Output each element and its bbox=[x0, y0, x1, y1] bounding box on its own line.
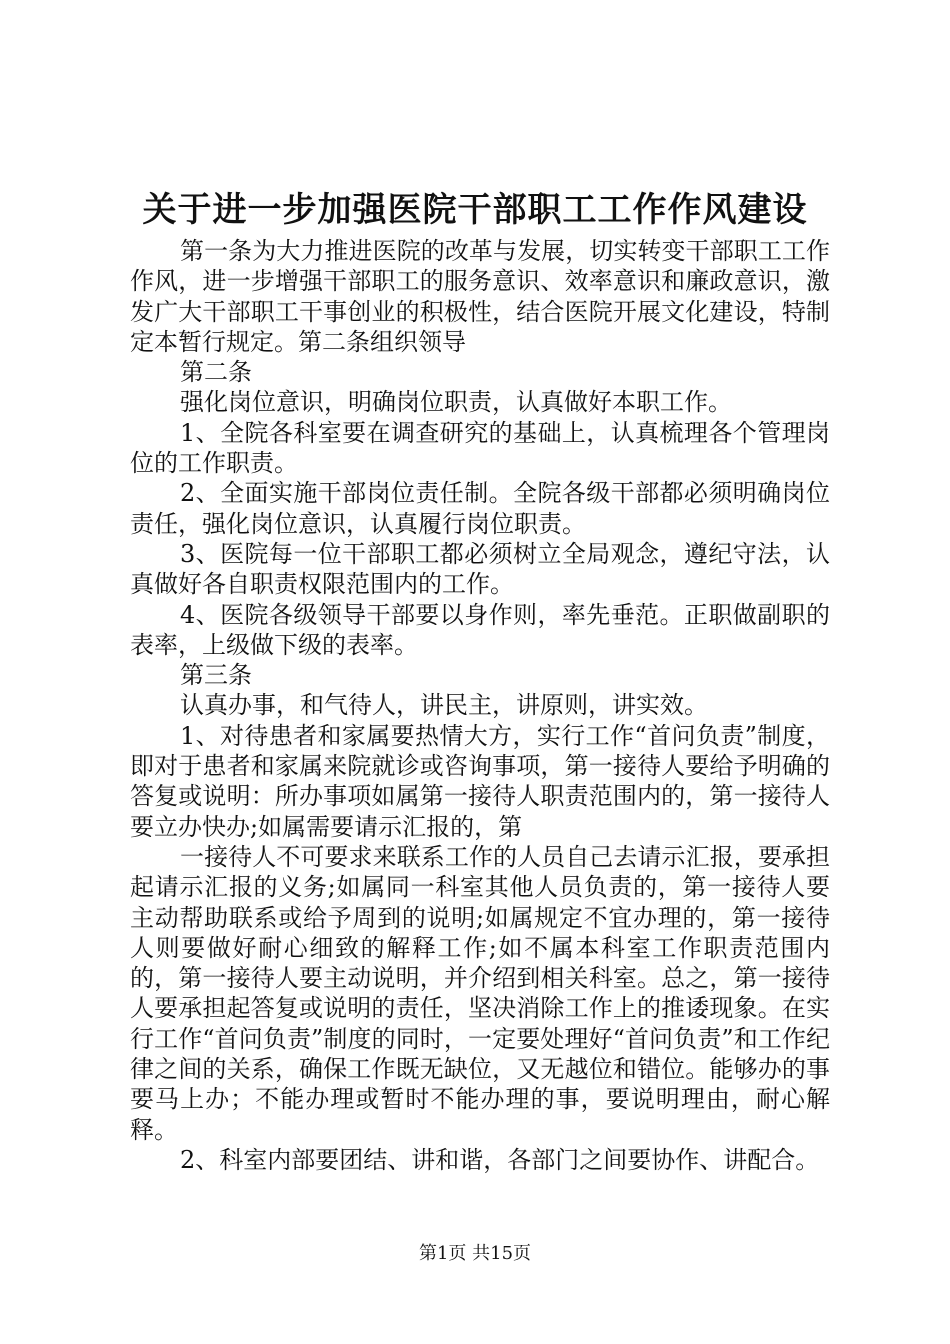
paragraph: 2、科室内部要团结、讲和谐，各部门之间要协作、讲配合。 bbox=[180, 1145, 820, 1174]
paragraph: 4、医院各级领导干部要以身作则，率先垂范。正职做副职的表率，上级做下级的表率。 bbox=[130, 600, 830, 659]
paragraph: 第一条为大力推进医院的改革与发展，切实转变干部职工工作作风，进一步增强干部职工的服务意识、效率意识和廉政意识，激发广大干部职工干事创业的积极性，结合医院开展文化建设，特制定本暂行规定。第二条组织领导 bbox=[130, 237, 830, 356]
paragraph: 3、医院每一位干部职工都必须树立全局观念，遵纪守法，认真做好各自职责权限范围内的工作。 bbox=[130, 539, 830, 599]
document-body bbox=[130, 236, 830, 1175]
document-title: 关于进一步加强医院干部职工工作作风建设 bbox=[142, 190, 808, 230]
paragraph: 认真办事，和气待人，讲民主，讲原则，讲实效。 bbox=[180, 691, 708, 720]
paragraph: 2、全面实施干部岗位责任制。全院各级干部都必须明确岗位责任，强化岗位意识，认真履行岗位职责。 bbox=[130, 479, 830, 538]
paragraph: 1、对待患者和家属要热情大方，实行工作“首问负责”制度，即对于患者和家属来院就诊或咨询事项，第一接待人要给予明确的答复或说明：所办事项如属第一接待人职责范围内的，第一接待人要立办快办;如属需要请示汇报的，第 bbox=[130, 721, 830, 841]
paragraph: 强化岗位意识，明确岗位职责，认真做好本职工作。 bbox=[180, 388, 732, 417]
page-footer: 第1页 共15页 bbox=[418, 1243, 532, 1264]
paragraph: 一接待人不可要求来联系工作的人员自己去请示汇报，要承担起请示汇报的义务;如属同一科室其他人员负责的，第一接待人要主动帮助联系或给予周到的说明;如属规定不宜办理的，第一接待人则要做好耐心细致的解释工作;如不属本科室工作职责范围内的，第一接待人要主动说明，并介绍到相关科室。总之，第一接待人要承担起答复或说明的责任，坚决消除工作上的推诿现象。在实行工作“首问负责”制度的同时，一定要处理好“首问负责”和工作纪律之间的关系，确保工作既无缺位，又无越位和错位。能够办的事要马上办；不能办理或暂时不能办理的事，要说明理由，耐心解释。 bbox=[130, 842, 830, 1144]
paragraph: 第二条 bbox=[180, 358, 252, 387]
paragraph: 第三条 bbox=[180, 661, 252, 690]
paragraph: 1、全院各科室要在调查研究的基础上，认真梳理各个管理岗位的工作职责。 bbox=[130, 418, 830, 478]
